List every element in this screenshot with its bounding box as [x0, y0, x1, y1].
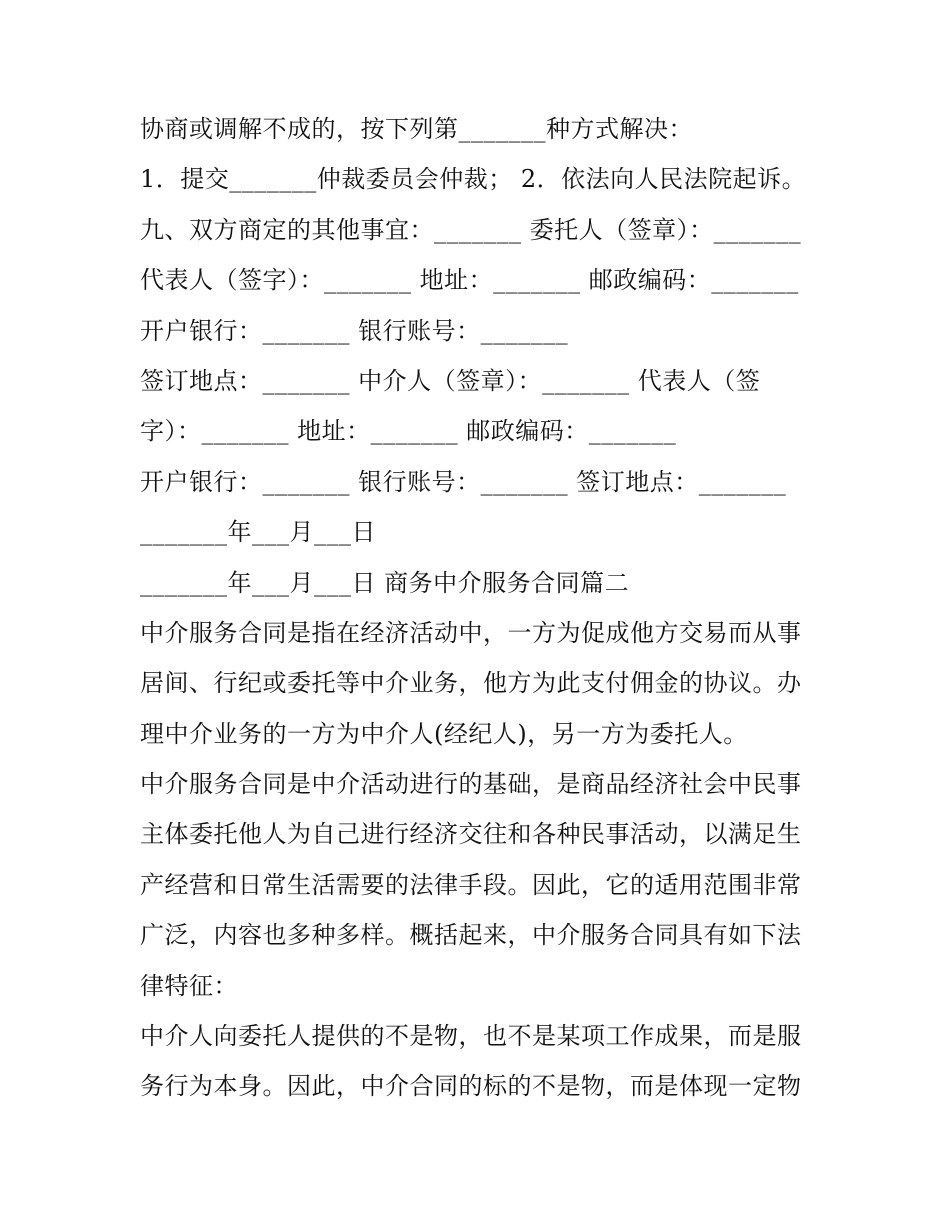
text-line: 中介人向委托人提供的不是物，也不是某项工作成果，而是服: [140, 1022, 802, 1051]
text-line: 主体委托他人为自己进行经济交往和各种民事活动，以满足生: [140, 820, 802, 849]
text-line: 务行为本身。因此，中介合同的标的不是物，而是体现一定物: [140, 1072, 802, 1101]
text-line: 字）：_______ 地址：_______ 邮政编码：_______: [140, 417, 677, 446]
text-line: 中介服务合同是指在经济活动中，一方为促成他方交易而从事: [140, 618, 802, 647]
text-line: _______年___月___日: [140, 518, 376, 547]
document-body: [140, 104, 820, 1112]
text-line: 产经营和日常生活需要的法律手段。因此，它的适用范围非常: [140, 870, 802, 899]
text-line: 开户银行：_______ 银行账号：_______ 签订地点：_______: [140, 467, 787, 496]
text-line: 居间、行纪或委托等中介业务，他方为此支付佣金的协议。办: [140, 669, 802, 698]
text-line: _______年___月___日 商务中介服务合同篇二: [140, 568, 630, 597]
text-line: 代表人（签字）：_______ 地址：_______ 邮政编码：_______: [140, 266, 799, 295]
text-line: 中介服务合同是中介活动进行的基础，是商品经济社会中民事: [140, 770, 802, 799]
text-line: 理中介业务的一方为中介人(经纪人)，另一方为委托人。: [140, 719, 748, 748]
text-line: 开户银行：_______ 银行账号：_______: [140, 316, 569, 345]
text-line: 广泛，内容也多种多样。概括起来，中介服务合同具有如下法: [140, 921, 802, 950]
text-line: 九、双方商定的其他事宜：_______ 委托人（签章）：_______: [140, 215, 802, 244]
text-line: 协商或调解不成的，按下列第_______种方式解决：: [140, 115, 693, 143]
text-line: 律特征：: [140, 971, 238, 1000]
text-line: 1．提交_______仲裁委员会仲裁； 2．依法向人民法院起诉。: [140, 165, 807, 194]
text-line: 签订地点：_______ 中介人（签章）：_______ 代表人（签: [140, 366, 761, 395]
